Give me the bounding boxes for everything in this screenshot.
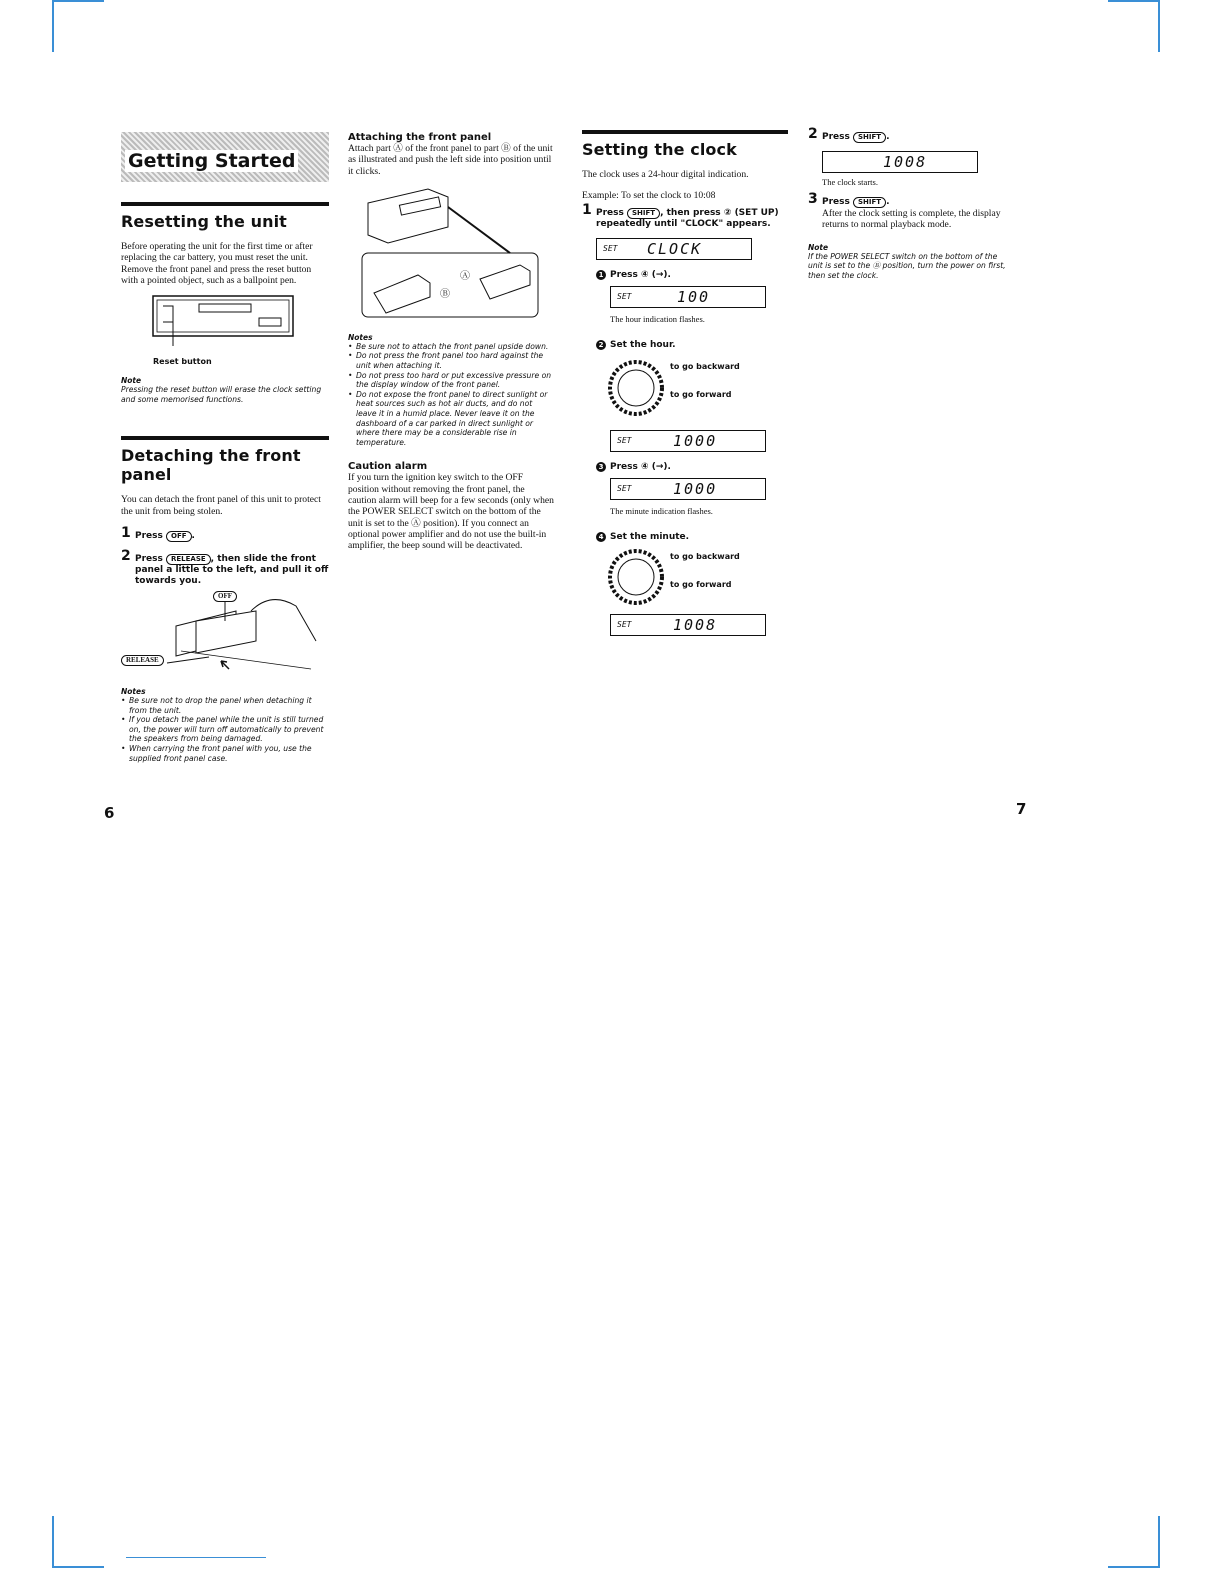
step-text: Press <box>822 197 850 207</box>
lcd-display <box>610 614 766 636</box>
jog-knob-icon <box>608 546 668 608</box>
clock-sub-4 <box>596 532 788 542</box>
lcd-set: SET <box>617 619 632 629</box>
caption: The minute indication flashes. <box>610 505 713 516</box>
lcd-value: 1000 <box>673 479 718 498</box>
lcd-set: SET <box>617 483 632 493</box>
lcd-set: SET <box>603 243 618 253</box>
note-item: • Do not press the front panel too hard against the unit when attaching it. <box>348 351 554 370</box>
clock-sub-2 <box>596 340 788 350</box>
release-key-label: RELEASE <box>121 655 164 666</box>
clock-sub-3 <box>596 462 788 472</box>
right-key: ④ <box>641 269 649 280</box>
step-text: Press <box>610 269 638 280</box>
lcd-set: SET <box>617 291 632 301</box>
step-number: 2 <box>808 126 818 142</box>
release-key: RELEASE <box>166 554 211 565</box>
clock-sub-1 <box>596 270 788 280</box>
crop-mark <box>1158 0 1160 52</box>
step-bullet: 2 <box>596 340 606 350</box>
lcd-display <box>610 430 766 452</box>
clock-step-2 <box>808 126 1012 143</box>
section-rule <box>582 130 788 134</box>
column-3 <box>582 130 788 636</box>
step-number: 1 <box>582 201 592 218</box>
step-bullet: 4 <box>596 532 606 542</box>
caption: The hour indication flashes. <box>610 313 705 324</box>
lcd-value: 100 <box>677 287 711 306</box>
reset-note: Pressing the reset button will erase the clock setting and some memorised functions. <box>121 385 322 404</box>
crop-mark <box>1158 1516 1160 1568</box>
step-text: (→). <box>651 461 671 472</box>
step-text: , then slide the front panel a little to the left, and pull it off towards you. <box>135 553 329 586</box>
lcd-display <box>596 238 752 260</box>
jog-knob-figure <box>608 546 788 608</box>
heading-caution: Caution alarm <box>348 461 428 473</box>
step-3-body: After the clock setting is complete, the display returns to normal playback mode. <box>822 208 1001 231</box>
clock-step-3 <box>808 191 1012 208</box>
detach-body: You can detach the front panel of this unit to protect the unit from being stolen. <box>121 494 321 517</box>
banner-title: Getting Started <box>125 150 298 172</box>
notes-heading: Notes <box>348 332 373 342</box>
detach-step-1: 1 Press OFF . <box>121 524 195 541</box>
heading-detach: Detaching the front panel <box>121 446 301 485</box>
attach-figure <box>348 183 554 323</box>
notes-heading: Notes <box>121 686 146 696</box>
lcd-value: 1000 <box>673 431 718 450</box>
page-number-left: 6 <box>104 804 115 822</box>
step-text: Press <box>610 461 638 472</box>
shift-key: SHIFT <box>627 208 660 219</box>
note-heading: Note <box>121 376 142 386</box>
lcd-display <box>610 286 766 308</box>
lcd-value: 1008 <box>673 615 718 634</box>
right-key: ④ <box>641 461 649 472</box>
step-text: . <box>886 197 890 207</box>
attach-notes <box>348 342 554 448</box>
step-text: Set the hour. <box>610 339 676 350</box>
section-rule <box>121 202 329 206</box>
page-number-right: 7 <box>1016 800 1027 818</box>
reset-button-label: Reset button <box>153 357 212 367</box>
step-text: , then press <box>660 207 721 218</box>
column-2 <box>348 132 554 552</box>
jog-knob-figure <box>608 354 788 424</box>
off-key: OFF <box>166 531 192 542</box>
clock-example: Example: To set the clock to 10:08 <box>582 190 716 202</box>
heading-clock: Setting the clock <box>582 140 737 159</box>
lcd-display <box>610 478 766 500</box>
off-key-label: OFF <box>213 591 237 602</box>
lcd-display <box>822 151 978 173</box>
step-text: Press <box>822 132 850 142</box>
knob-backward-label: to go backward <box>670 551 740 561</box>
detach-step-2 <box>121 547 329 587</box>
detach-figure <box>121 591 329 681</box>
note-heading: Note <box>808 242 829 252</box>
step-number: 2 <box>121 547 131 564</box>
crop-mark <box>52 0 54 52</box>
note-item: • Be sure not to attach the front panel upside down. <box>348 342 554 352</box>
set-up-key: ② <box>723 207 732 218</box>
column-1 <box>121 132 329 763</box>
crop-mark <box>1108 1566 1160 1568</box>
jog-knob-icon <box>608 354 668 424</box>
note-item: • Be sure not to drop the panel when detaching it from the unit. <box>121 696 329 715</box>
part-a-label: Ⓐ <box>460 270 470 282</box>
lcd-set: SET <box>617 435 632 445</box>
shift-key: SHIFT <box>853 132 886 143</box>
note-item: • When carrying the front panel with you, use the supplied front panel case. <box>121 744 329 763</box>
crop-mark <box>1108 0 1160 2</box>
clock-step-1 <box>582 201 788 230</box>
crop-mark <box>52 1566 104 1568</box>
caution-body: If you turn the ignition key switch to the OFF position without removing the front panel, the caution alarm will beep for a few seconds (only when the POWER SELECT switch on the bottom of the unit is set to the Ⓐ position). If you connect an optional power amplifier and do not use the built-in amplifier, the beep sound will be deactivated. <box>348 472 554 552</box>
knob-backward-label: to go backward <box>670 361 740 371</box>
shift-key: SHIFT <box>853 197 886 208</box>
step-text: . <box>886 132 890 142</box>
step-text: Press <box>596 207 624 218</box>
reset-figure <box>121 294 329 366</box>
reset-body: Before operating the unit for the first time or after replacing the car battery, you must reset the unit. Remove the front panel and press the reset button with a pointed object, such as a ballpoint pen. <box>121 241 313 286</box>
note-item: • Do not expose the front panel to direct sunlight or heat sources such as hot air ducts, and do not leave it in a humid place. Never leave it on the dashboard of a car parked in direct sunlight or where there may be a considerable rise in temperature. <box>348 390 554 448</box>
step-text: Set the minute. <box>610 531 690 542</box>
section-rule <box>121 436 329 440</box>
heading-reset: Resetting the unit <box>121 212 287 231</box>
step-text: Press <box>135 553 163 564</box>
clock-intro: The clock uses a 24-hour digital indication. <box>582 169 749 180</box>
clock-note: If the POWER SELECT switch on the bottom of the unit is set to the Ⓑ position, turn the power on first, then set the clock. <box>808 251 1006 280</box>
detach-notes <box>121 696 329 763</box>
step-bullet: 3 <box>596 462 606 472</box>
step-text: (SET UP) repeatedly until "CLOCK" appears. <box>596 207 779 229</box>
attach-body: Attach part Ⓐ of the front panel to part Ⓑ of the unit as illustrated and push the left side into position until it clicks. <box>348 143 553 177</box>
lcd-value: CLOCK <box>647 239 703 258</box>
footer-rule <box>126 1557 266 1558</box>
knob-forward-label: to go forward <box>670 579 732 589</box>
step-bullet: 1 <box>596 270 606 280</box>
part-b-label: Ⓑ <box>440 288 450 300</box>
step-number: 1 <box>121 524 131 541</box>
knob-forward-label: to go forward <box>670 389 732 399</box>
note-item: • Do not press too hard or put excessive pressure on the display window of the front panel. <box>348 371 554 390</box>
heading-attach: Attaching the front panel <box>348 132 492 143</box>
attach-illustration <box>348 183 554 323</box>
step-text: (→). <box>651 269 671 280</box>
crop-mark <box>52 1516 54 1568</box>
detach-illustration <box>121 591 329 681</box>
caption: The clock starts. <box>822 177 878 187</box>
section-banner <box>121 132 329 182</box>
note-item: • If you detach the panel while the unit is still turned on, the power will turn off automatically to prevent the speakers from being damaged. <box>121 715 329 744</box>
crop-mark <box>52 0 104 2</box>
lcd-value: 1008 <box>883 153 928 171</box>
step-number: 3 <box>808 191 818 207</box>
step-text: Press <box>135 530 163 541</box>
column-4 <box>808 126 1012 280</box>
